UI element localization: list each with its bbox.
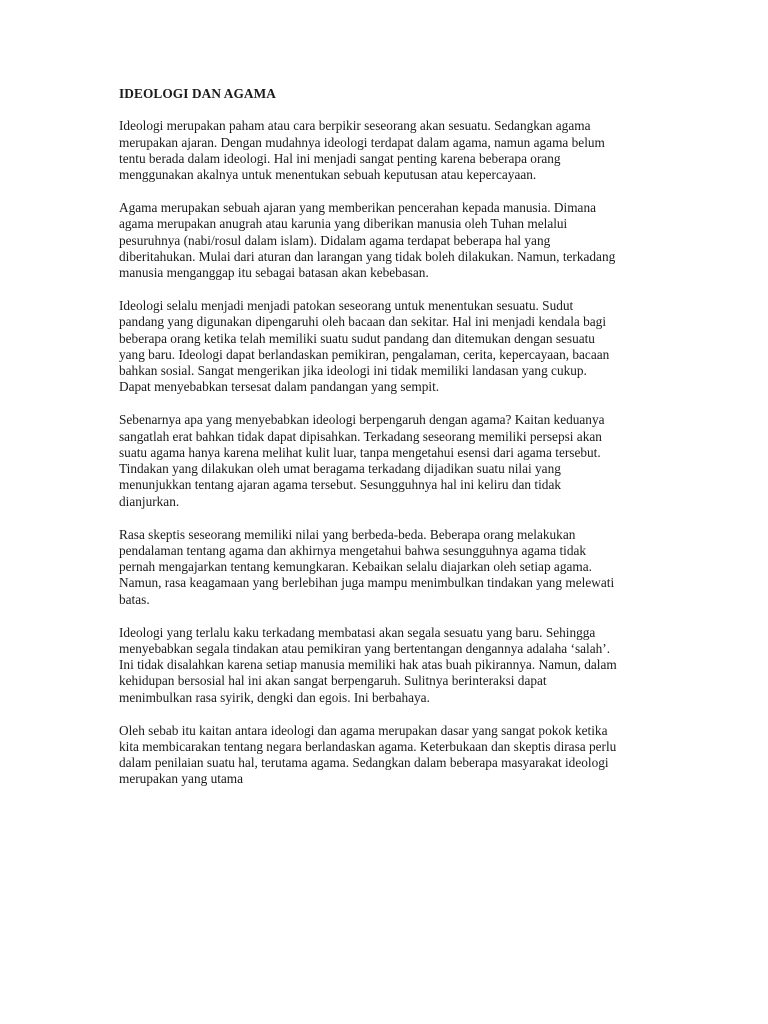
paragraph: [119, 298, 659, 396]
text-line: bahkan sosial. Sangat mengerikan jika ideologi ini tidak memiliki landasan yang cukup.: [119, 363, 587, 379]
text-line: Ideologi selalu menjadi menjadi patokan seseorang untuk menentukan sesuatu. Sudut: [119, 297, 574, 313]
text-line: yang baru. Ideologi dapat berlandaskan pemikiran, pengalaman, cerita, kepercayaan, bacaan: [119, 346, 610, 362]
paragraph: [119, 723, 659, 788]
text-line: menyebabkan segala tindakan atau pemikiran yang bertentangan dengannya adalaha ‘salah’.: [119, 640, 611, 656]
text-line: beberapa orang ketika telah memiliki suatu sudut pandang dan ditemukan dengan sesuatu: [119, 330, 595, 346]
paragraph: [119, 527, 659, 608]
text-line: pernah mengajarkan tentang kemungkaran. Kebaikan selalu diajarkan oleh setiap agama.: [119, 559, 592, 575]
text-line: Ideologi yang terlalu kaku terkadang membatasi akan segala sesuatu yang baru. Sehingga: [119, 624, 596, 640]
text-line: pesuruhnya (nabi/rosul dalam islam). Didalam agama terdapat beberapa hal yang: [119, 232, 551, 248]
text-line: suatu agama hanya karena melihat kulit luar, tanpa mengetahui esensi dari agama tersebut.: [119, 444, 601, 460]
text-line: merupakan ajaran. Dengan mudahnya ideologi terdapat dalam agama, namun agama belum: [119, 134, 605, 150]
text-line: pandang yang digunakan dipengaruhi oleh bacaan dan sekitar. Hal ini menjadi kendala bagi: [119, 314, 607, 330]
text-line: Ideologi merupakan paham atau cara berpikir seseorang akan sesuatu. Sedangkan agama: [119, 118, 591, 134]
text-line: kita membicarakan tentang negara berlandaskan agama. Keterbukaan dan skeptis dirasa perlu: [119, 738, 617, 754]
paragraph: [119, 200, 659, 281]
text-line: Dapat menyebabkan tersesat dalam pandangan yang sempit.: [119, 379, 440, 395]
text-line: batas.: [119, 591, 150, 607]
text-line: diberitahukan. Mulai dari aturan dan larangan yang tidak boleh dilakukan. Namun, terkadang: [119, 248, 616, 264]
text-line: merupakan yang utama: [119, 771, 244, 787]
text-line: Sebenarnya apa yang menyebabkan ideologi berpengaruh dengan agama? Kaitan keduanya: [119, 412, 605, 428]
paragraph: [119, 118, 659, 183]
document-title: IDEOLOGI DAN AGAMA: [119, 86, 276, 101]
text-line: Rasa skeptis seseorang memiliki nilai yang berbeda-beda. Beberapa orang melakukan: [119, 526, 576, 542]
paragraph: [119, 625, 659, 706]
document-body: [119, 118, 659, 787]
text-line: sangatlah erat bahkan tidak dapat dipisahkan. Terkadang seseorang memiliki persepsi akan: [119, 428, 602, 444]
text-line: menunjukkan tentang ajaran agama tersebut. Sesungguhnya hal ini keliru dan tidak: [119, 477, 561, 493]
text-line: tentu berada dalam ideologi. Hal ini menjadi sangat penting karena beberapa orang: [119, 150, 561, 166]
text-line: dalam penilaian suatu hal, terutama agama. Sedangkan dalam beberapa masyarakat ideologi: [119, 755, 609, 771]
paragraph: [119, 412, 659, 510]
text-line: pendalaman tentang agama dan akhirnya mengetahui bahwa sesungguhnya agama tidak: [119, 542, 587, 558]
text-line: dianjurkan.: [119, 493, 180, 509]
text-line: Ini tidak disalahkan karena setiap manusia memiliki hak atas buah pikirannya. Namun, dalam: [119, 657, 617, 673]
text-line: Oleh sebab itu kaitan antara ideologi dan agama merupakan dasar yang sangat pokok ketika: [119, 722, 608, 738]
text-line: kehidupan bersosial hal ini akan sangat berpengaruh. Sulitnya berinteraksi dapat: [119, 673, 547, 689]
text-line: menggunakan akalnya untuk menentukan sebuah keputusan atau kepercayaan.: [119, 167, 537, 183]
text-line: manusia menganggap itu sebagai batasan akan kebebasan.: [119, 265, 429, 281]
text-line: menimbulkan rasa syirik, dengki dan egois. Ini berbahaya.: [119, 689, 430, 705]
document-page: [119, 86, 659, 804]
text-line: Namun, rasa keagamaan yang berlebihan juga mampu menimbulkan tindakan yang melewati: [119, 575, 615, 591]
text-line: agama merupakan anugrah atau karunia yang diberikan manusia oleh Tuhan melalui: [119, 216, 568, 232]
text-line: Agama merupakan sebuah ajaran yang memberikan pencerahan kepada manusia. Dimana: [119, 199, 596, 215]
text-line: Tindakan yang dilakukan oleh umat beragama terkadang dijadikan suatu nilai yang: [119, 461, 561, 477]
